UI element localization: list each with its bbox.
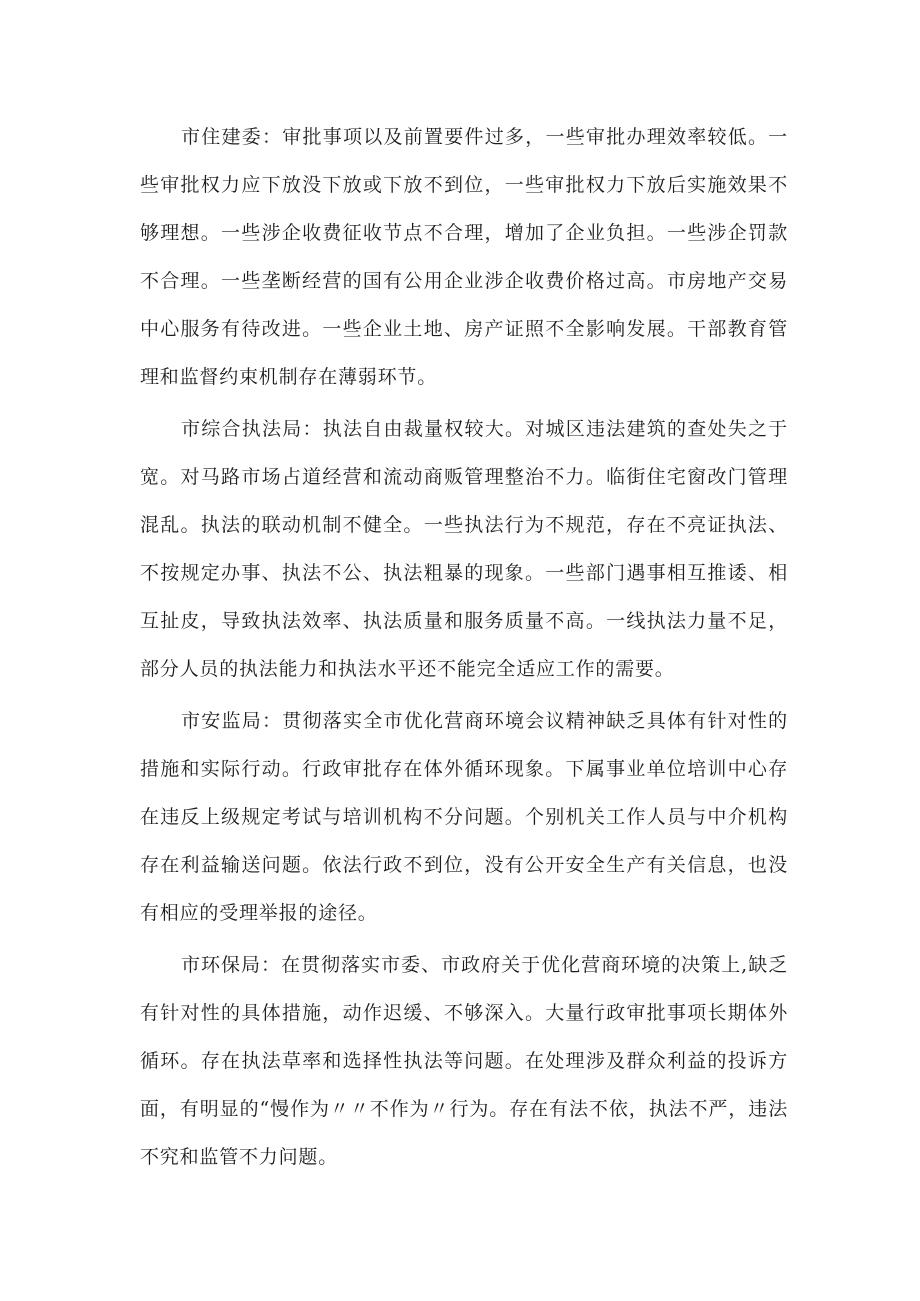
document-body	[140, 113, 788, 1185]
paragraph-environmental-bureau: 市环保局：在贯彻落实市委、市政府关于优化营商环境的决策上,缺乏有针对性的具体措施，动作迟缓、不够深入。大量行政审批事项长期体外循环。存在执法草率和选择性执法等问题。在处理涉及群众利益的投诉方面，有明显的“慢作为〃〃不作为〃行为。存在有法不依，执法不严，违法不究和监管不力问题。	[140, 954, 788, 1168]
paragraph-housing-commission: 市住建委：审批事项以及前置要件过多，一些审批办理效率较低。一些审批权力应下放没下放或下放不到位，一些审批权力下放后实施效果不够理想。一些涉企收费征收节点不合理，增加了企业负担。一些涉企罚款不合理。一些垄断经营的国有公用企业涉企收费价格过高。市房地产交易中心服务有待改进。一些企业土地、房产证照不全影响发展。干部教育管理和监督约束机制存在薄弱环节。	[140, 126, 788, 388]
paragraph-law-enforcement-bureau: 市综合执法局：执法自由裁量权较大。对城区违法建筑的查处失之于宽。对马路市场占道经营和流动商贩管理整治不力。临街住宅窗改门管理混乱。执法的联动机制不健全。一些执法行为不规范，存在不亮证执法、不按规定办事、执法不公、执法粗暴的现象。一些部门遇事相互推诿、相互扯皮，导致执法效率、执法质量和服务质量不高。一线执法力量不足，部分人员的执法能力和执法水平还不能完全适应工作的需要。	[140, 418, 788, 680]
paragraph-safety-supervision-bureau: 市安监局：贯彻落实全市优化营商环境会议精神缺乏具体有针对性的措施和实际行动。行政审批存在体外循环现象。下属事业单位培训中心存在违反上级规定考试与培训机构不分问题。个别机关工作人员与中介机构存在利益输送问题。依法行政不到位，没有公开安全生产有关信息，也没有相应的受理举报的途径。	[140, 710, 788, 924]
